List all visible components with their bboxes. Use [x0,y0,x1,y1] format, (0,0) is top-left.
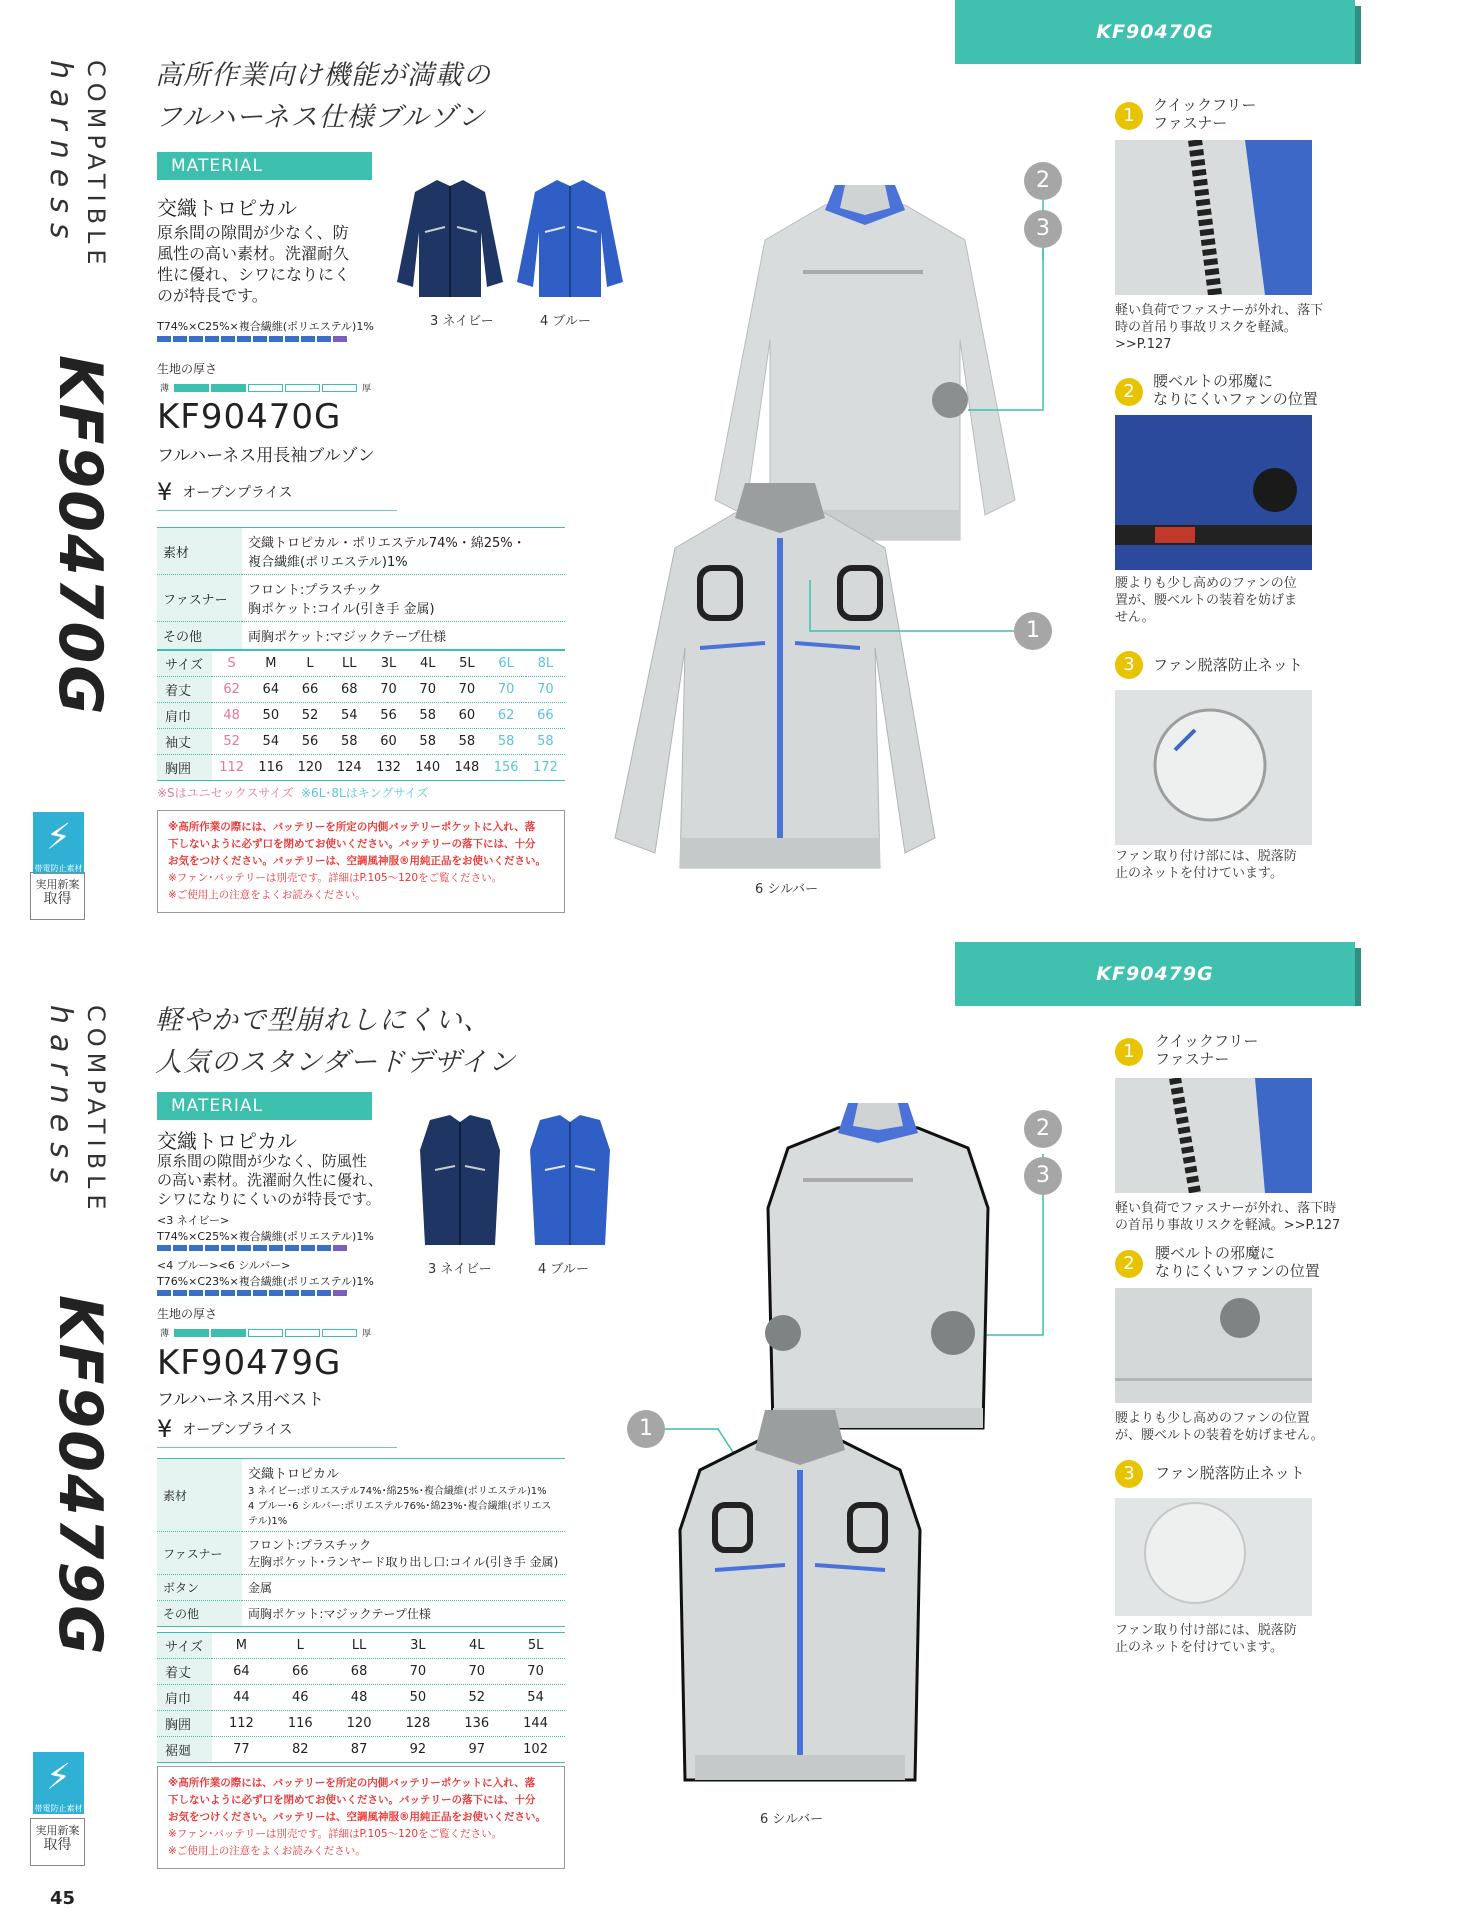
size-header-row: サイズ S M L LL 3L 4L 5L 6L 8L [157,651,565,677]
size-row: 胸囲 112 116 120 128 136 144 [157,1711,565,1737]
zipper-closeup-image [1115,140,1312,295]
feature-number: 3 [1115,651,1143,679]
antistatic-badge: ⚡ 帯電防止素材 [33,812,84,874]
size-row: 肩巾 48 50 52 54 56 58 60 62 66 [157,703,565,729]
size-table [157,650,565,781]
model-number: KF90470G [157,397,342,437]
feature-title: ファン脱落防止ネット [1153,656,1303,674]
antistatic-badge: ⚡ 帯電防止素材 [33,1752,84,1814]
swatch-navy-jacket [395,172,505,302]
callout-2: 2 [1024,1110,1062,1148]
feature-description: ファン取り付け部には、脱落防 止のネットを付けています。 [1115,849,1297,881]
feature-number: 3 [1115,1460,1143,1488]
composition-label: <4 ブルー><6 シルバー> [157,1259,291,1272]
size-row: 裾廻 77 82 87 92 97 102 [157,1737,565,1763]
spec-row: ボタン 金属 [157,1575,565,1601]
product-code-tab: KF90470G [955,0,1355,64]
vertical-model-code: KF90470G [45,355,115,717]
spec-row: ファスナー フロント:プラスチック 左胸ポケット･ランヤード取り出し口:コイル(引き手 金属) [157,1532,565,1575]
composition-bar [157,336,347,342]
fan-net-image [1115,1498,1312,1616]
vest-back-image [758,1098,998,1438]
product-code-tab: KF90479G [955,942,1355,1006]
composition: T76%×C23%×複合繊維(ポリエステル)1% [157,1275,374,1288]
material-name: 交織トロピカル [157,1129,297,1153]
feature-title: ファン脱落防止ネット [1155,1464,1305,1482]
spec-row: ファスナー フロント:プラスチック 胸ポケット:コイル(引き手 金属) [157,575,565,622]
feature-title: 腰ベルトの邪魔に なりにくいファンの位置 [1153,372,1318,408]
feature-number: 2 [1115,378,1143,406]
size-row: 着丈 64 66 68 70 70 70 [157,1659,565,1685]
spec-table [157,1458,565,1627]
spec-row: その他 両胸ポケット:マジックテープ仕様 [157,622,565,650]
feature-number: 1 [1115,102,1143,130]
swatch-navy-label: 3 ネイビー [430,314,494,329]
composition-bar [157,1245,347,1251]
vertical-harness-text: harness [43,1005,78,1194]
lightning-icon: ⚡ [33,812,84,863]
utility-model-badge: 実用新案 取得 [30,872,85,920]
headline: 軽やかで型崩れしにくい、 人気のスタンダードデザイン [155,1005,517,1078]
feature-description: 腰よりも少し高めのファンの位 置が、腰ベルトの装着を妨げま せん。 [1115,576,1298,625]
feature-title: クイックフリー ファスナー [1155,1032,1259,1068]
price-row: ¥ オープンプライス [157,478,397,511]
feature-number: 2 [1115,1250,1143,1278]
feature-description: 軽い負荷でファスナーが外れ、落下 時の首吊り事故リスクを軽減。 >>P.127 [1115,303,1324,352]
jacket-front-image [605,478,945,888]
feature-description: ファン取り付け部には、脱落防 止のネットを付けています。 [1115,1623,1297,1655]
fan-position-image [1115,1288,1312,1403]
spec-row: 素材 交織トロピカル・ポリエステル74%・綿25%・ 複合繊維(ポリエステル)1% [157,528,565,575]
price-row: ¥ オープンプライス [157,1415,397,1448]
feature-number: 1 [1115,1038,1143,1066]
material-label: MATERIAL [157,152,372,180]
size-header-row: サイズ M L LL 3L 4L 5L [157,1633,565,1659]
vertical-model-code: KF90479G [45,1295,115,1657]
spec-row: 素材 交織トロピカル 3 ネイビー:ポリエステル74%･綿25%･複合繊維(ポリエステル)1% 4 ブルー･6 シルバー:ポリエステル76%･綿23%･複合繊維(ポリエステル)1% [157,1459,565,1532]
vertical-compatible-text: COMPATIBLE [82,60,110,271]
fan-position-image [1115,415,1312,570]
callout-3: 3 [1024,210,1062,248]
warning-box: ※高所作業の際には、バッテリーを所定の内側バッテリーポケットに入れ、落 下しないように必ず口を閉めてお使いください。バッテリーの落下には、十分 お気をつけください。バッテリーは、空調風神服®用純正品をお使いください。 ※ファン･バッテリーは別売です。詳細はP.105〜120をご覧ください。 ※ご使用上の注意をよくお読みください。 [157,810,565,913]
main-image-caption: 6 シルバー [755,882,819,897]
size-table [157,1632,565,1763]
composition-label: <3 ネイビー> [157,1214,230,1227]
warning-box: ※高所作業の際には、バッテリーを所定の内側バッテリーポケットに入れ、落 下しないように必ず口を閉めてお使いください。バッテリーの落下には、十分 お気をつけください。バッテリーは、空調風神服®用純正品をお使いください。 ※ファン･バッテリーは別売です。詳細はP.105〜120をご覧ください。 ※ご使用上の注意をよくお読みください。 [157,1766,565,1869]
vertical-harness-text: harness [43,60,78,249]
spec-row: その他 両胸ポケット:マジックテープ仕様 [157,1601,565,1627]
size-row: 着丈 62 64 66 68 70 70 70 70 70 [157,677,565,703]
composition: T74%×C25%×複合繊維(ポリエステル)1% [157,320,374,333]
swatch-navy-vest [410,1110,510,1250]
callout-2: 2 [1024,162,1062,200]
size-row: 肩巾 44 46 48 50 52 54 [157,1685,565,1711]
swatch-navy-label: 3 ネイビー [428,1262,492,1277]
swatch-blue-label: 4 ブルー [538,1262,589,1277]
zipper-closeup-image [1115,1078,1312,1193]
callout-3: 3 [1024,1157,1062,1195]
swatch-blue-jacket [515,172,625,302]
fabric-thickness: 生地の厚さ 薄 厚 [157,1307,372,1339]
swatch-blue-vest [520,1110,620,1250]
fabric-thickness: 生地の厚さ 薄 厚 [157,362,372,394]
headline: 高所作業向け機能が満載の フルハーネス仕様ブルゾン [155,60,491,133]
model-subtitle: フルハーネス用長袖ブルゾン [157,446,375,466]
callout-1: 1 [1014,612,1052,650]
main-image-caption: 6 シルバー [760,1812,824,1827]
size-row: 袖丈 52 54 56 58 60 58 58 58 58 [157,729,565,755]
lightning-icon: ⚡ [33,1752,84,1803]
utility-model-badge: 実用新案 取得 [30,1818,85,1866]
spec-table [157,527,565,650]
fan-net-image [1115,690,1312,845]
vertical-compatible-text: COMPATIBLE [82,1005,110,1216]
size-note: ※Sはユニセックスサイズ ※6L･8Lはキングサイズ [157,786,429,800]
feature-title: 腰ベルトの邪魔に なりにくいファンの位置 [1155,1244,1320,1280]
feature-description: 腰よりも少し高めのファンの位置 が、腰ベルトの装着を妨げません。 [1115,1411,1324,1443]
callout-1: 1 [627,1410,665,1448]
model-subtitle: フルハーネス用ベスト [157,1390,325,1410]
material-description: 原糸間の隙間が少なく、防風性 の高い素材。洗濯耐久性に優れ、 シワになりにくいのが特長です。 [157,1152,383,1208]
feature-title: クイックフリー ファスナー [1153,96,1257,132]
feature-description: 軽い負荷でファスナーが外れ、落下時 の首吊り事故リスクを軽減。>>P.127 [1115,1201,1341,1233]
page-number: 45 [50,1888,76,1909]
composition-bar [157,1290,347,1296]
vest-front-image [670,1410,930,1790]
size-row: 胸囲 112 116 120 124 132 140 148 156 172 [157,755,565,781]
model-number: KF90479G [157,1343,342,1383]
material-name: 交織トロピカル [157,196,297,220]
swatch-blue-label: 4 ブルー [540,314,591,329]
composition: T74%×C25%×複合繊維(ポリエステル)1% [157,1230,374,1243]
material-description: 原糸間の隙間が少なく、防 風性の高い素材。洗濯耐久 性に優れ、シワになりにく のが特長です。 [157,223,350,305]
material-label: MATERIAL [157,1092,372,1120]
